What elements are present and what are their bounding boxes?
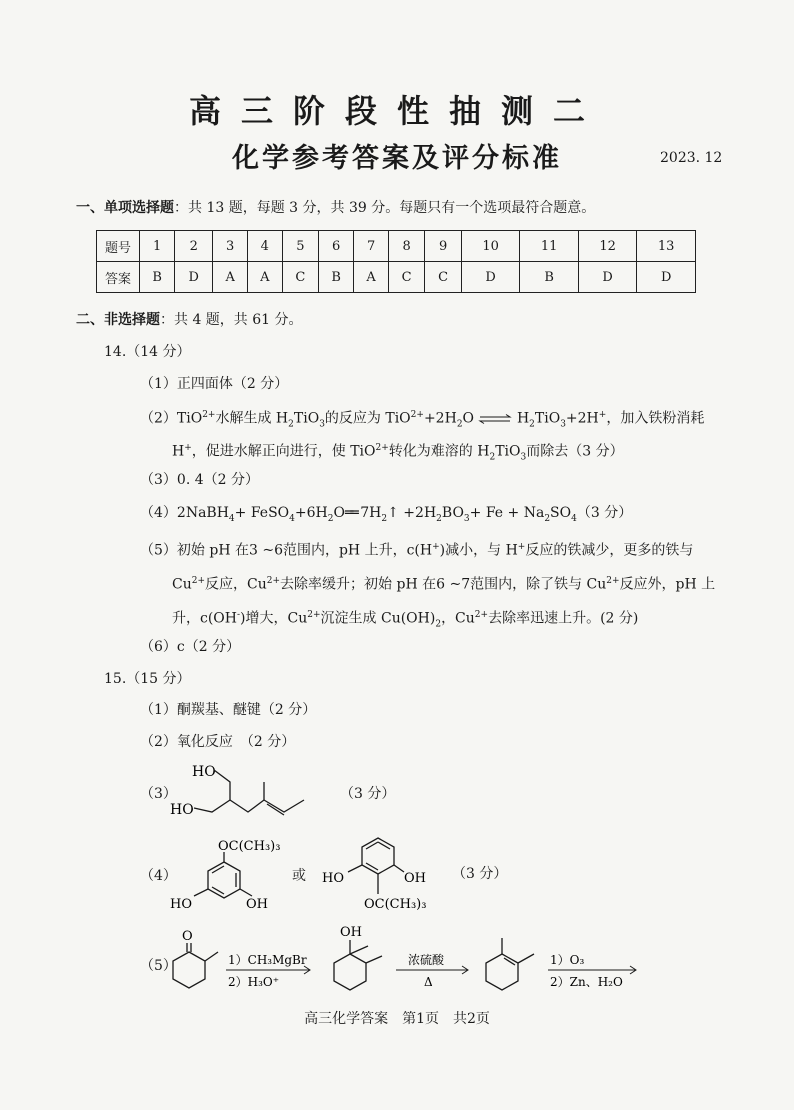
num-cell: 8 bbox=[388, 231, 425, 262]
answer-cell: C bbox=[282, 262, 319, 293]
q15-answer-4-or: 或 bbox=[292, 868, 306, 884]
q15-answer-3-label: （3） bbox=[140, 786, 177, 802]
q15-answer-2: （2）氧化反应 （2 分） bbox=[140, 734, 296, 750]
answer-cell: A bbox=[213, 262, 248, 293]
answer-cell: A bbox=[247, 262, 282, 293]
otbu-label-1: OC(CH₃)₃ bbox=[218, 839, 281, 854]
number-row bbox=[97, 231, 696, 262]
ketone-o-label: O bbox=[182, 929, 193, 944]
q14-answer-5-line1: （5）初始 pH 在3 ~6范围内，pH 上升，c(H+)减小，与 H+反应的铁减少，更多的铁与 bbox=[140, 542, 694, 559]
reagent-3a: 1）O₃ bbox=[550, 953, 585, 967]
synthesis-route bbox=[168, 920, 648, 1002]
section2-heading bbox=[76, 310, 303, 330]
page-footer: 高三化学答案 第1页 共2页 bbox=[304, 1011, 490, 1027]
oh-label-right-2: OH bbox=[404, 871, 426, 886]
alcohol-bonds bbox=[334, 940, 382, 990]
num-cell: 2 bbox=[175, 231, 213, 262]
section1-desc: ：共 13 题，每题 3 分，共 39 分。每题只有一个选项最符合题意。 bbox=[174, 200, 596, 216]
reaction-arrow-1-icon bbox=[226, 966, 310, 974]
q14-answer-2-line1: （2）TiO$^{2+}$水解生成 $H_2TiO_3$的反应为 $TiO^{2+}+2H_2O$ $H_2TiO_3+2H^+$，加入铁粉消耗 bbox=[140, 410, 705, 430]
num-cell: 7 bbox=[354, 231, 389, 262]
ho-label-top: HO bbox=[192, 764, 216, 780]
q14-answer-5-line2: $Cu^{2+}$反应，$Cu^{2+}$去除率缓升；初始 pH 在6 ~7范围内，除了铁与 $Cu^{2+}$反应外，pH 上 bbox=[172, 576, 716, 593]
num-cell: 6 bbox=[319, 231, 354, 262]
reagent-2a: 浓硫酸 bbox=[408, 953, 445, 967]
section2-desc: ：共 4 题，共 61 分。 bbox=[160, 312, 303, 328]
reagent-1a: 1）CH₃MgBr bbox=[228, 953, 307, 967]
q15-answer-1: （1）酮羰基、醚键（2 分） bbox=[140, 702, 317, 718]
ring-1-bonds bbox=[194, 852, 252, 898]
equilibrium-arrow-icon bbox=[478, 414, 512, 424]
q14-answer-6: （6）c（2 分） bbox=[140, 639, 241, 655]
answer-row bbox=[97, 262, 696, 293]
row-label-answer: 答案 bbox=[97, 262, 140, 293]
answer-cell: B bbox=[520, 262, 578, 293]
section1-heading bbox=[76, 198, 595, 218]
ho-label-left-2: HO bbox=[322, 871, 344, 886]
answer-cell: D bbox=[175, 262, 213, 293]
diol-structure bbox=[166, 758, 326, 830]
q14-answer-1: （1）正四面体（2 分） bbox=[140, 376, 289, 392]
q14-label: 14.（14 分） bbox=[104, 344, 191, 360]
alkene-bonds bbox=[486, 938, 534, 990]
reagent-1b: 2）H₃O⁺ bbox=[228, 975, 280, 989]
ho-label-left: HO bbox=[170, 897, 192, 912]
q15-label: 15.（15 分） bbox=[104, 671, 191, 687]
answer-cell: D bbox=[461, 262, 519, 293]
exam-date: 2023. 12 bbox=[660, 150, 723, 166]
answer-cell: C bbox=[388, 262, 425, 293]
num-cell: 13 bbox=[637, 231, 696, 262]
q14-answer-3: （3）0. 4（2 分） bbox=[140, 472, 259, 488]
q15-answer-4-label: （4） bbox=[140, 868, 177, 884]
reaction-arrow-2-icon bbox=[396, 966, 468, 974]
q14-answer-4: （4）2NaBH$_4$+ $FeSO_4+6H_2O══$ $7H_2↑ +2H_2BO_3+ Fe + Na_2SO_4(3$ 分） bbox=[140, 505, 633, 524]
q14-answer-2-line2: H+，促进水解正向进行，使 TiO$^{2+}$转化为难溶的 $H_2TiO_3$而除去（3 分） bbox=[172, 443, 624, 463]
answer-table bbox=[96, 230, 696, 293]
reaction-arrow-3-icon bbox=[548, 966, 636, 974]
answer-cell: A bbox=[354, 262, 389, 293]
page-subtitle: 化学参考答案及评分标准 bbox=[232, 143, 562, 174]
oh-label-right: OH bbox=[246, 897, 268, 912]
num-cell: 1 bbox=[140, 231, 175, 262]
section1-title: 一、单项选择题 bbox=[76, 200, 174, 216]
num-cell: 10 bbox=[461, 231, 519, 262]
alcohol-oh-label: OH bbox=[340, 925, 362, 940]
answer-cell: D bbox=[637, 262, 696, 293]
num-cell: 12 bbox=[578, 231, 636, 262]
q15-answer-3-score: （3 分） bbox=[340, 786, 396, 802]
answer-cell: C bbox=[425, 262, 462, 293]
num-cell: 4 bbox=[247, 231, 282, 262]
row-label-number: 题号 bbox=[97, 231, 140, 262]
num-cell: 9 bbox=[425, 231, 462, 262]
resorcinol-tbu-ether-structure-1 bbox=[168, 830, 288, 915]
num-cell: 11 bbox=[520, 231, 578, 262]
q15-answer-4-score: （3 分） bbox=[452, 866, 508, 882]
ho-label-bottom: HO bbox=[170, 802, 194, 818]
section2-title: 二、非选择题 bbox=[76, 312, 160, 328]
reagent-3b: 2）Zn、H₂O bbox=[550, 975, 623, 989]
resorcinol-tbu-ether-structure-2 bbox=[322, 826, 442, 914]
equals-sign-icon: ══ bbox=[344, 505, 356, 521]
ketone-bonds bbox=[173, 943, 218, 988]
answer-cell: D bbox=[578, 262, 636, 293]
q15-answer-5-label: （5） bbox=[140, 958, 177, 974]
answer-cell: B bbox=[140, 262, 175, 293]
ring-2-bonds bbox=[348, 838, 404, 894]
num-cell: 5 bbox=[282, 231, 319, 262]
answer-cell: B bbox=[319, 262, 354, 293]
num-cell: 3 bbox=[213, 231, 248, 262]
otbu-label-2: OC(CH₃)₃ bbox=[364, 897, 427, 912]
reagent-2b: Δ bbox=[424, 975, 433, 989]
page-title: 高三阶段性抽测二 bbox=[188, 92, 605, 130]
q14-answer-5-line3: 升，c(OH-)增大，$Cu^{2+}$沉淀生成 $Cu(OH)_2$，$Cu^{2+}$去除率迅速上升。(2 分) bbox=[172, 610, 639, 630]
